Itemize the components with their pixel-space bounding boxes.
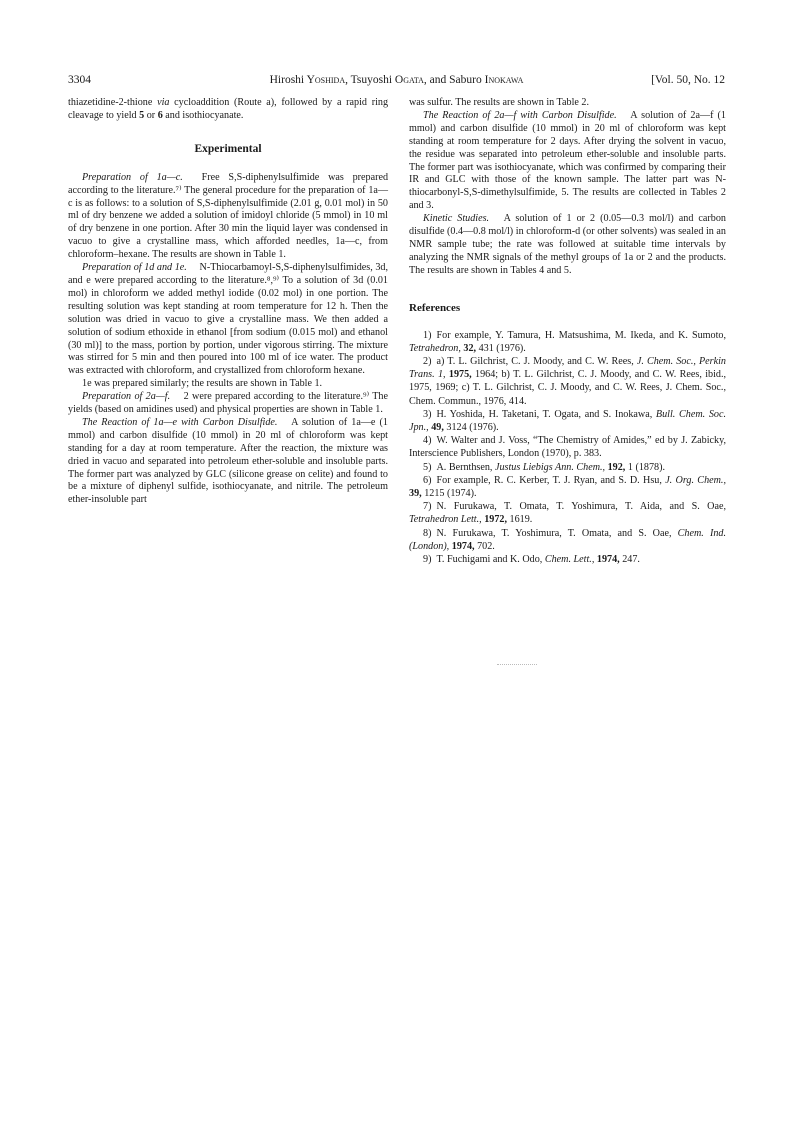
intro-continuation: thiazetidine-2-thione via cycloaddition (Route a), followed by a rapid ring cleavage to yield 5 or 6 and isothiocyanate.	[68, 97, 389, 121]
paragraph-prep-1a-c: Preparation of 1a—c. Free S,S-diphenylsulfimide was prepared according to the literature.⁷⁾ The general procedure for the preparation of 1a—c is as follows: to a solution of S,S-diphenylsulfimide (2.01 g, 0.01 mol) in 50 ml of dry benzene we added a solution of imidoyl chloride (5 mmol) in 10 ml of dry benzene in one portion. After 30 min the liquid layer was condensed in vacuo to give a crystalline mass, which afforded needles, 1a—c, from chloroform–hexane. The results are shown in Table 1.	[68, 171, 389, 261]
volume-info: [Vol. 50, No. 12	[651, 74, 725, 86]
reference-item: 3) H. Yoshida, H. Taketani, T. Ogata, and S. Inokawa, Bull. Chem. Soc. Jpn., 49, 3124 (1976).	[409, 408, 726, 434]
running-header	[68, 72, 725, 88]
paragraph-prep-1d-1e: Preparation of 1d and 1e. N-Thiocarbamoyl-S,S-diphenylsulfimides, 3d, and e were prepared according to the literature.⁸,⁹⁾ To a solution of 3d (0.01 mol) in chloroform we added methyl iodide (0.02 mol) in one portion. The resulting solution was kept standing at room temperature for 12 h. Then the solution was dried in vacuo to give a crystalline mass. We then added a solution of sodium ethoxide in ethanol [from sodium (0.015 mol) and ethanol (30 ml)] to the mass, portion by portion, under vigorous stirring. The mixture was stirred for 5 min and then poured into 100 ml of ice water. The product was extracted with chloroform, and crystallized from chloroform hexane.	[68, 262, 389, 377]
left-column	[68, 97, 388, 507]
references-heading: References	[409, 301, 461, 314]
paragraph-prep-2a-f: Preparation of 2a—f. 2 were prepared according to the literature.⁹⁾ The yields (based on amidines used) and physical properties are shown in Table 1.	[68, 391, 388, 416]
running-authors: Hiroshi Yoshida, Tsuyoshi Ogata, and Saburo Inokawa	[269, 74, 524, 86]
reference-item: 7) N. Furukawa, T. Omata, T. Yoshimura, T. Aida, and S. Oae, Tetrahedron Lett., 1972, 1619.	[409, 501, 726, 526]
paragraph-reaction-2a-f: The Reaction of 2a—f with Carbon Disulfide. A solution of 2a—f (1 mmol) and carbon disulfide (10 mmol) in 20 ml of chloroform was kept standing at room temperature for 2 days. After drying the solvent in vacuo, the residue was separated into petroleum ether-soluble and insoluble parts. The former part was isothiocyanate, which was confirmed by comparing their IR and GLC with those of the known sample. The latter part was N-thiocarbonyl-S,S-dimethylsulfimide, 5. The results are collected in Tables 2 and 3.	[409, 109, 726, 212]
column-end-rule	[497, 664, 537, 665]
paragraph-reaction-1a-e: The Reaction of 1a—e with Carbon Disulfide. A solution of 1a—e (1 mmol) and carbon disulfide (10 mmol) in 20 ml of chloroform was kept standing for a day at room temperature. After the reaction, the mixture was dried in vacuo and separated into petroleum ether-soluble and insoluble parts. The former part was analyzed by GLC (silicone grease on celite) and found to be a mixture of diphenyl sulfide, isothiocyanate, and nitrile. The petroleum ether-insoluble part	[68, 416, 388, 506]
reference-item: 6) For example, R. C. Kerber, T. J. Ryan, and S. D. Hsu, J. Org. Chem., 39, 1215 (1974).	[409, 474, 726, 500]
reference-item: 2) a) T. L. Gilchrist, C. J. Moody, and C. W. Rees, J. Chem. Soc., Perkin Trans. 1, 1975, 1964; b) T. L. Gilchrist, C. J. Moody, and C. W. Rees, ibid., 1975, 1969; c) T. L. Gilchrist, C. J. Moody, and C. W. Rees, J. Chem. Soc., Chem. Commun., 1976, 414.	[409, 356, 727, 407]
paragraph-kinetic-studies: Kinetic Studies. A solution of 1 or 2 (0.05—0.3 mol/l) and carbon disulfide (0.4—0.8 mol/l) in chloroform-d (or other solvents) was sealed in an NMR sample tube; the rate was followed at suitable time intervals by analyzing the NMR signals of the methyl groups of 1a or 2 and the products. The results are shown in Tables 4 and 5.	[409, 213, 726, 276]
reference-list	[409, 329, 726, 567]
reference-item: 9) T. Fuchigami and K. Odo, Chem. Lett., 1974, 247.	[423, 554, 640, 566]
right-column	[409, 97, 726, 566]
section-heading-experimental: Experimental	[194, 142, 262, 155]
page-number: 3304	[68, 74, 91, 86]
paragraph-1e-similar: 1e was prepared similarly; the results are shown in Table 1.	[82, 378, 323, 390]
reference-item: 8) N. Furukawa, T. Yoshimura, T. Omata, and S. Oae, Chem. Ind. (London), 1974, 702.	[409, 527, 726, 552]
reference-item: 4) W. Walter and J. Voss, “The Chemistry of Amides,” ed by J. Zabicky, Interscience Publishers, London (1970), p. 383.	[409, 435, 726, 460]
reference-item: 1) For example, Y. Tamura, H. Matsushima, M. Ikeda, and K. Sumoto, Tetrahedron, 32, 431 (1976).	[409, 329, 726, 354]
reference-item: 5) A. Bernthsen, Justus Liebigs Ann. Chem., 192, 1 (1878).	[423, 461, 665, 473]
paragraph-sulfur: was sulfur. The results are shown in Table 2.	[409, 97, 590, 108]
